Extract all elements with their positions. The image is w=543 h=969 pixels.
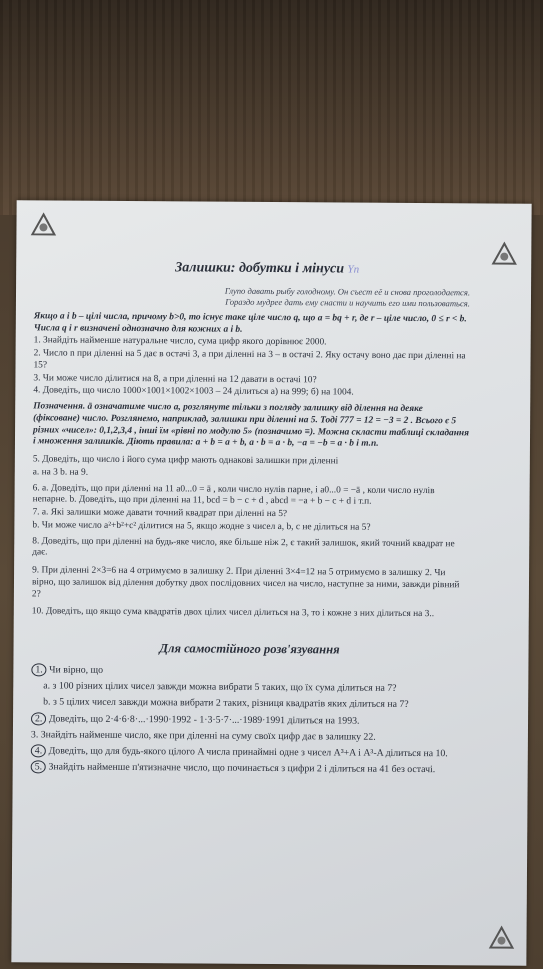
exercise-item: b. з 5 цілих чисел завжди можна вибрати 2 таких, різниця квадратів яких ділиться на 7? <box>43 696 409 711</box>
seal-logo-icon <box>30 212 56 238</box>
notation: Позначення. ā означатиме число a, розглянуте тільки з погляду залишку від ділення на деяке (фіксоване) число. Розглянемо, наприклад, залишки при діленні на 5. Тоді 777 = 12 = −3 = 2 . Всього є 5 різних «чисел»: 0,1,2,3,4 , інші їм «рівні по модулю 5» (позначимо ≡). Можна скласти таблиці складання і множення залишків. Діють правила: a + b = a + b, a · b = a · b, −a = −b = a · b і т.п. <box>32 401 470 450</box>
exercise-item: 1. Чи вірно, що <box>31 664 467 679</box>
problem: а. на 3 b. на 9. <box>32 467 89 478</box>
definition: Якщо a і b – цілі числа, причому b>0, то існує таке ціле число q, що a = bq + r, де r – ціле число, 0 ≤ r < b. Числа q і r визначені однозначно для кожних a і b. <box>33 311 467 335</box>
problem: b. Чи може число a²+b²+c² ділитися на 5, якщо жодне з чисел a, b, c не ділиться на 5? <box>32 520 371 533</box>
problem: 8. Доведіть, що при діленні на будь-яке число, яке більше ніж 2, є такий залишок, який точний квадрат не дає. <box>32 536 455 558</box>
page-title: Залишки: добутки і мінуси Yn <box>175 260 360 277</box>
problem: 7. а. Які залишки може давати точний квадрат при діленні на 5? <box>32 507 288 520</box>
problem: 10. Доведіть, що якщо сума квадратів двох цілих чисел ділиться на 3, то і кожне з них ділиться на 3.. <box>31 606 435 620</box>
exercise-item: 4. Доведіть, що для будь-якого цілого A числа принаймні одне з чисел A³+A і A³-A ділиться на 10. <box>31 745 467 760</box>
epigraph: Глупо давать рыбу голодному. Он съест её и снова проголодается. Гораздо мудрее дать ему снасти и научить его ими пользоваться. <box>224 285 471 309</box>
exercise-item: 2. Доведіть, що 2·4·6·8·...·1990·1992 - 1·3·5·7·...·1989·1991 ділиться на 1993. <box>31 713 467 728</box>
handwritten-note: Yn <box>347 263 360 276</box>
seal-logo-icon <box>488 926 514 952</box>
problem: 3. Чи може число ділитися на 8, а при діленні на 12 давати в остачі 10? <box>33 373 317 386</box>
paper-sheet <box>11 200 531 966</box>
exercise-list <box>31 664 468 777</box>
problem: 4. Доведіть, що число 1000×1001×1002×1003 – 24 ділиться а) на 999; б) на 1004. <box>33 385 354 399</box>
theory-block <box>32 311 470 621</box>
problem: 6. а. Доведіть, що при діленні на 11 a0...0 = ā , коли число нулів парне, і a0...0 = −ā , коли число нулів непарне. b. Доведіть, що при діленні на 11, bcd = b − c + d , abcd = −a + b − c + d і т.п. <box>32 483 435 508</box>
exercise-item: 5. Знайдіть найменше п'ятизначне число, що починається з цифри 2 і ділиться на 41 без остачі. <box>31 762 467 777</box>
problem: 9. При діленні 2×3=6 на 4 отримуємо в залишку 2. При діленні 3×4=12 на 5 отримуємо в залишку 2. Чи вірно, що залишок від ділення добутку двох послідовних чисел на число, наступне за ними, завжди рівний 2? <box>31 565 460 600</box>
section-title: Для самостійного розв'язування <box>159 641 340 657</box>
desk-background <box>0 0 543 215</box>
problem: 2. Число n при діленні на 5 дає в остачі 3, а при діленні на 3 – в остачі 2. Яку остачу воно дає при діленні на 15? <box>33 348 466 371</box>
exercise-item: 3. Знайдіть найменше число, яке при діленні на суму своїх цифр дає в залишку 22. <box>30 729 376 743</box>
seal-logo-icon <box>491 242 517 268</box>
document-content <box>31 258 471 781</box>
exercise-item: а. з 100 різних цілих чисел завжди можна вибрати 5 таких, що їх сума ділиться на 7? <box>43 680 397 695</box>
problem: 1. Знайдіть найменше натуральне число, сума цифр якого дорівнює 2000. <box>33 335 327 348</box>
problem: 5. Доведіть, що число і його сума цифр мають однакові залишки при діленні <box>32 454 339 467</box>
